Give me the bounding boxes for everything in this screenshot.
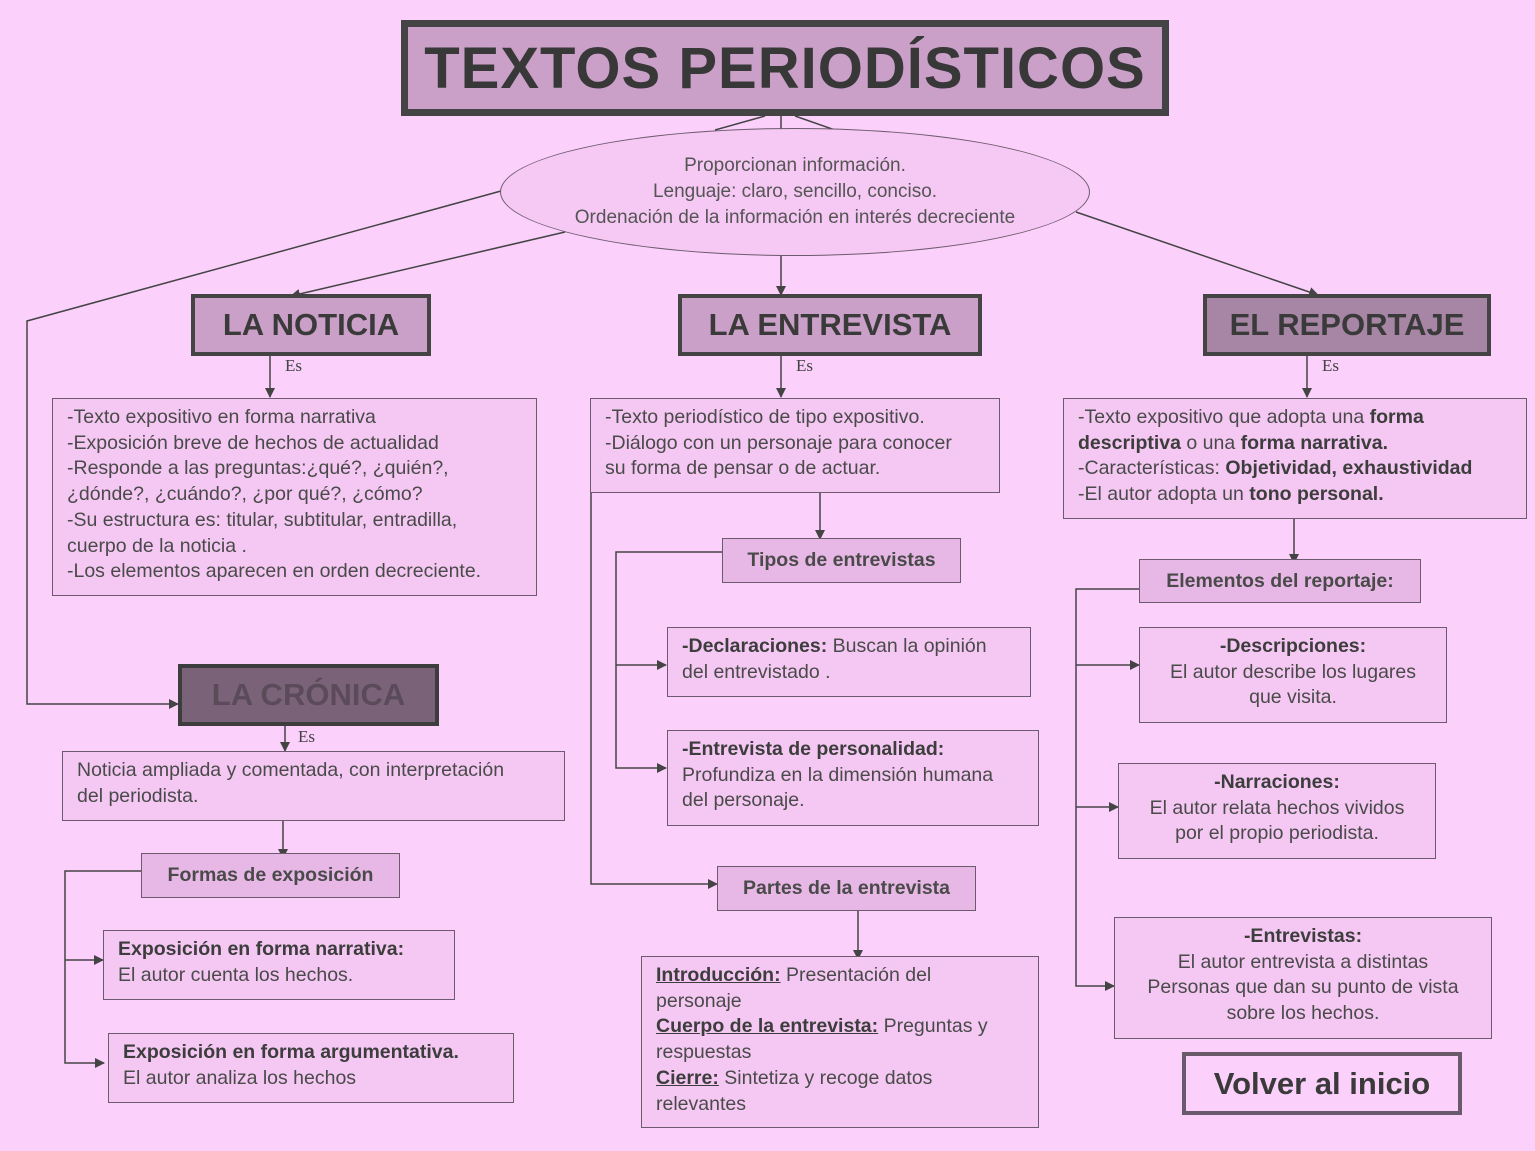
personalidad-text: del personaje. <box>682 789 805 812</box>
entrevista-line: su forma de pensar o de actuar. <box>605 457 881 480</box>
declaraciones-text: Buscan la opinión <box>827 635 987 657</box>
reportaje-bold: Objetividad, exhaustividad <box>1225 457 1473 480</box>
descripciones-text: El autor describe los lugares <box>1169 660 1417 683</box>
cronica-header: LA CRÓNICA <box>178 664 439 726</box>
descripciones-text: que visita. <box>1249 686 1337 709</box>
ellipse-line: Proporcionan información. <box>684 155 906 176</box>
cuerpo-label: Cuerpo de la entrevista: <box>656 1015 879 1038</box>
intro-text: Presentación del <box>780 964 932 986</box>
noticia-line: -Responde a las preguntas:¿qué?, ¿quién?, <box>67 457 449 480</box>
descripciones-title: -Descripciones: <box>1219 635 1367 657</box>
cierre-text: Sintetiza y recoge datos <box>718 1066 933 1089</box>
narrativa-text: El autor cuenta los hechos. <box>118 963 354 986</box>
noticia-line: -Exposición breve de hechos de actualidad <box>67 431 439 454</box>
es-label: Es <box>285 356 302 375</box>
argumentativa-text: El autor analiza los hechos <box>123 1066 357 1089</box>
narraciones-text: por el propio periodista. <box>1175 822 1379 845</box>
cuerpo-text: Preguntas y <box>878 1015 988 1038</box>
back-to-start-button[interactable]: Volver al inicio <box>1182 1052 1462 1115</box>
entrevista-header: LA ENTREVISTA <box>678 294 982 356</box>
reportaje-description-box <box>1063 398 1527 519</box>
cierre-label: Cierre: <box>656 1066 719 1089</box>
ellipse-line: Ordenación de la información en interés decreciente <box>574 207 1016 228</box>
personalidad-box <box>667 730 1039 826</box>
intro-label: Introducción: <box>656 964 781 986</box>
cronica-line: Noticia ampliada y comentada, con interpretación <box>77 759 505 781</box>
general-features-ellipse <box>500 128 1090 256</box>
noticia-line: ¿dónde?, ¿cuándo?, ¿por qué?, ¿cómo? <box>67 483 423 506</box>
entrevista-line: -Texto periodístico de tipo expositivo. <box>605 406 925 428</box>
cronica-line: del periodista. <box>77 784 199 807</box>
descripciones-box <box>1139 627 1447 723</box>
declaraciones-title: -Declaraciones: <box>682 635 828 657</box>
es-label: Es <box>796 356 813 375</box>
narraciones-title: -Narraciones: <box>1214 771 1340 793</box>
main-title: TEXTOS PERIODÍSTICOS <box>401 20 1169 116</box>
tipos-entrevistas-box: Tipos de entrevistas <box>722 538 961 583</box>
personalidad-title: -Entrevista de personalidad: <box>682 738 945 760</box>
entrevista-description-box <box>590 398 1000 493</box>
noticia-header: LA NOTICIA <box>191 294 431 356</box>
reportaje-text: -El autor adopta un <box>1078 483 1250 506</box>
entrevistas-title: -Entrevistas: <box>1243 925 1363 947</box>
intro-text: personaje <box>656 989 742 1012</box>
reportaje-text: -Características: <box>1078 457 1226 480</box>
declaraciones-box <box>667 627 1031 697</box>
noticia-line: -Texto expositivo en forma narrativa <box>67 406 376 428</box>
reportaje-bold: tono personal. <box>1249 483 1384 506</box>
exposicion-narrativa-box <box>103 930 455 1000</box>
narraciones-text: El autor relata hechos vividos <box>1149 796 1405 819</box>
cierre-text: relevantes <box>656 1092 746 1115</box>
reportaje-bold: forma narrativa. <box>1240 431 1389 454</box>
ellipse-line: Lenguaje: claro, sencillo, conciso. <box>652 181 938 202</box>
es-label: Es <box>1322 356 1339 375</box>
reportaje-text: -Texto expositivo que adopta una <box>1078 406 1370 428</box>
elementos-reportaje-box: Elementos del reportaje: <box>1139 559 1421 603</box>
entrevistas-box <box>1114 917 1492 1039</box>
argumentativa-title: Exposición en forma argumentativa. <box>123 1041 459 1063</box>
declaraciones-text: del entrevistado . <box>682 660 831 683</box>
entrevistas-text: sobre los hechos. <box>1226 1002 1380 1025</box>
cronica-description-box <box>62 751 565 821</box>
es-label: Es <box>298 727 315 746</box>
entrevista-line: -Diálogo con un personaje para conocer <box>605 431 952 454</box>
reportaje-bold: forma <box>1369 406 1424 428</box>
personalidad-text: Profundiza en la dimensión humana <box>682 763 994 786</box>
noticia-line: -Su estructura es: titular, subtitular, entradilla, <box>67 508 458 531</box>
reportaje-bold: descriptiva <box>1078 431 1181 454</box>
reportaje-text: o una <box>1180 431 1241 454</box>
noticia-line: cuerpo de la noticia . <box>67 534 247 557</box>
narrativa-title: Exposición en forma narrativa: <box>118 938 405 960</box>
reportaje-header: EL REPORTAJE <box>1203 294 1491 356</box>
entrevistas-text: Personas que dan su punto de vista <box>1147 976 1459 999</box>
cuerpo-text: respuestas <box>656 1041 752 1064</box>
partes-entrevista-box: Partes de la entrevista <box>717 866 976 911</box>
exposicion-argumentativa-box <box>108 1033 514 1103</box>
noticia-line: -Los elementos aparecen en orden decreciente. <box>67 560 482 583</box>
entrevistas-text: El autor entrevista a distintas <box>1177 950 1429 973</box>
formas-exposicion-box: Formas de exposición <box>141 853 400 898</box>
partes-detail-box <box>641 956 1039 1128</box>
noticia-description-box <box>52 398 537 596</box>
narraciones-box <box>1118 763 1436 859</box>
